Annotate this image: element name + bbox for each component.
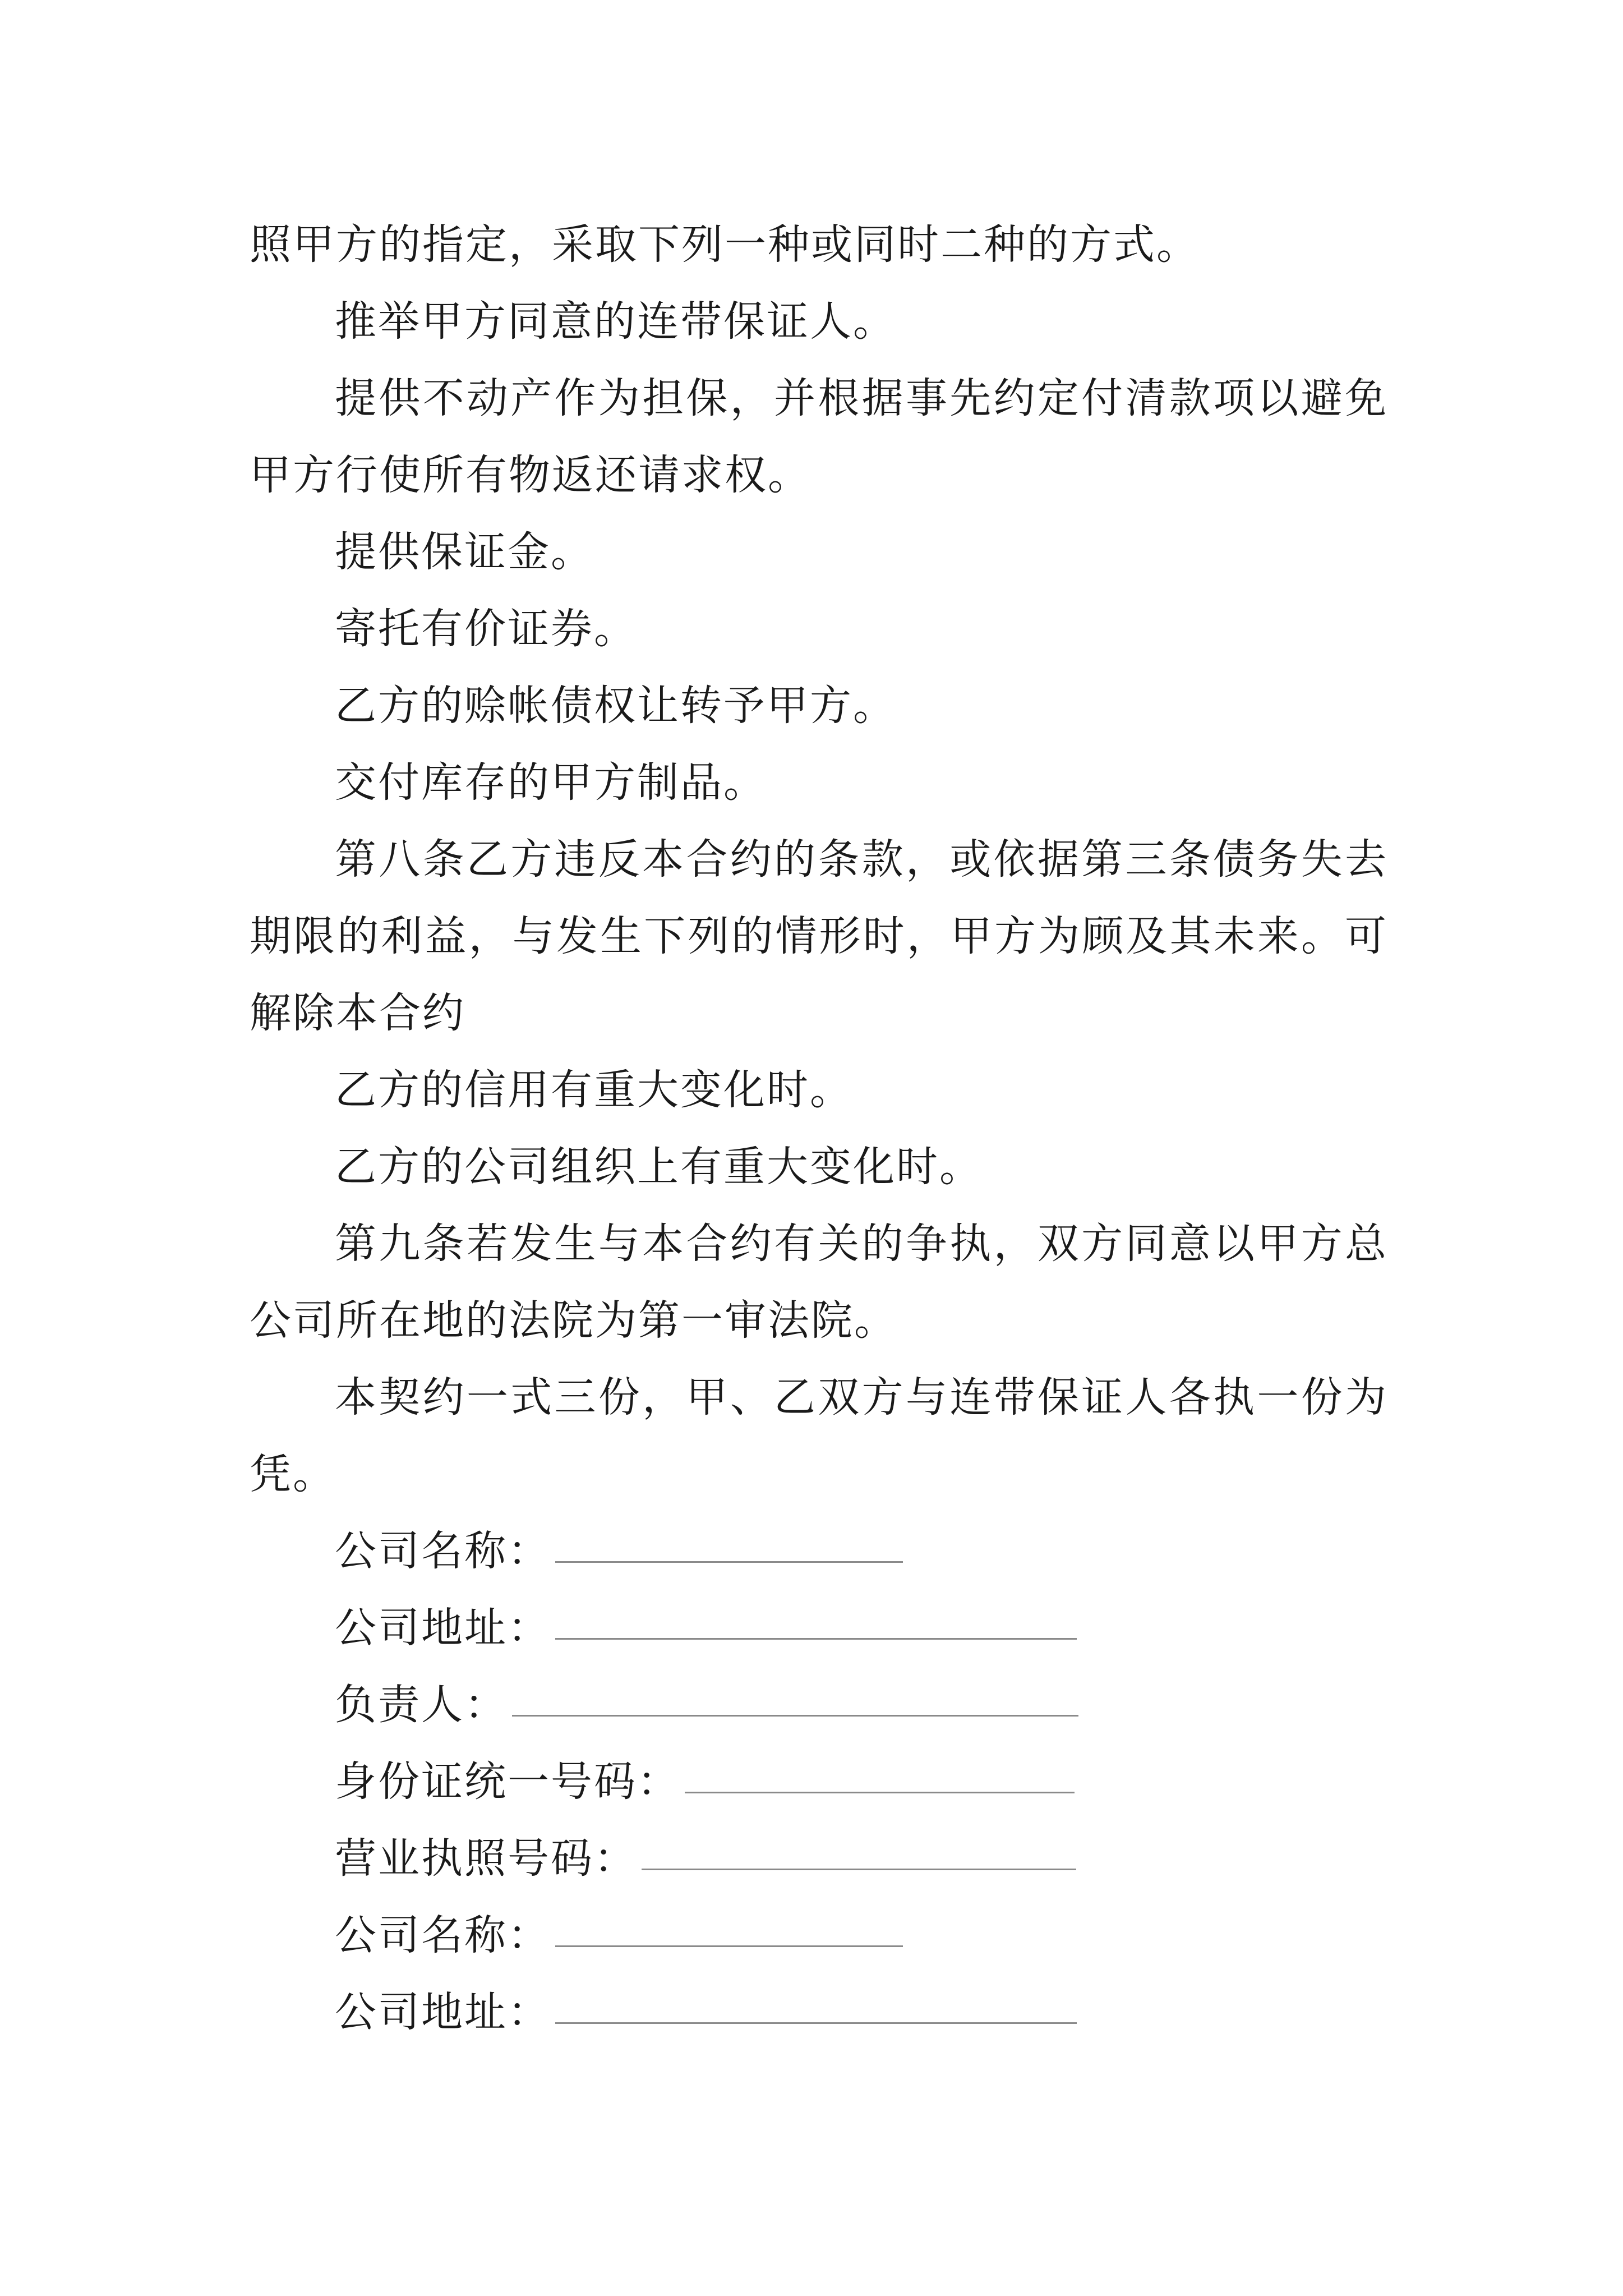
paragraph: 寄托有价证券。 bbox=[335, 605, 637, 653]
company-address-label: 公司地址： bbox=[335, 1604, 551, 1652]
company-name-label: 公司名称： bbox=[335, 1527, 551, 1575]
paragraph: 推举甲方同意的连带保证人。 bbox=[335, 297, 896, 346]
paragraph: 第九条若发生与本合约有关的争执，双方同意以甲方总公司所在地的法院为第一审法院。 bbox=[250, 1220, 1388, 1345]
document-body bbox=[250, 206, 1388, 2051]
paragraph: 乙方的赊帐债权让转予甲方。 bbox=[335, 682, 896, 730]
id-number-label: 身份证统一号码： bbox=[335, 1757, 680, 1806]
paragraph: 本契约一式三份，甲、乙双方与连带保证人各执一份为凭。 bbox=[250, 1373, 1388, 1498]
company-name-blank bbox=[555, 1945, 903, 1947]
paragraph: 第八条乙方违反本合约的条款，或依据第三条债务失去期限的利益，与发生下列的情形时，甲方为顾及其未来。可解除本合约 bbox=[250, 835, 1388, 1037]
company-address-label: 公司地址： bbox=[335, 1988, 551, 2036]
responsible-person-blank bbox=[512, 1715, 1078, 1717]
paragraph: 乙方的信用有重大变化时。 bbox=[335, 1066, 853, 1114]
paragraph: 照甲方的指定，采取下列一种或同时二种的方式。 bbox=[250, 220, 1200, 269]
company-address-blank bbox=[555, 2022, 1077, 2024]
responsible-person-field bbox=[250, 1667, 1388, 1743]
paragraph: 乙方的公司组织上有重大变化时。 bbox=[335, 1143, 983, 1191]
paragraph: 提供保证金。 bbox=[335, 528, 594, 576]
company-address-field bbox=[250, 1590, 1388, 1667]
business-license-field bbox=[250, 1820, 1388, 1897]
company-name-field-2 bbox=[250, 1897, 1388, 1974]
company-name-blank bbox=[555, 1561, 903, 1563]
id-number-blank bbox=[685, 1792, 1075, 1793]
company-address-blank bbox=[555, 1638, 1077, 1640]
paragraph: 提供不动产作为担保，并根据事先约定付清款项以避免甲方行使所有物返还请求权。 bbox=[250, 374, 1388, 499]
company-address-field-2 bbox=[250, 1974, 1388, 2051]
responsible-person-label: 负责人： bbox=[335, 1681, 508, 1729]
business-license-blank bbox=[642, 1869, 1076, 1870]
business-license-label: 营业执照号码： bbox=[335, 1834, 637, 1883]
id-number-field bbox=[250, 1743, 1388, 1820]
company-name-field bbox=[250, 1513, 1388, 1590]
paragraph: 交付库存的甲方制品。 bbox=[335, 758, 767, 807]
company-name-label: 公司名称： bbox=[335, 1911, 551, 1959]
